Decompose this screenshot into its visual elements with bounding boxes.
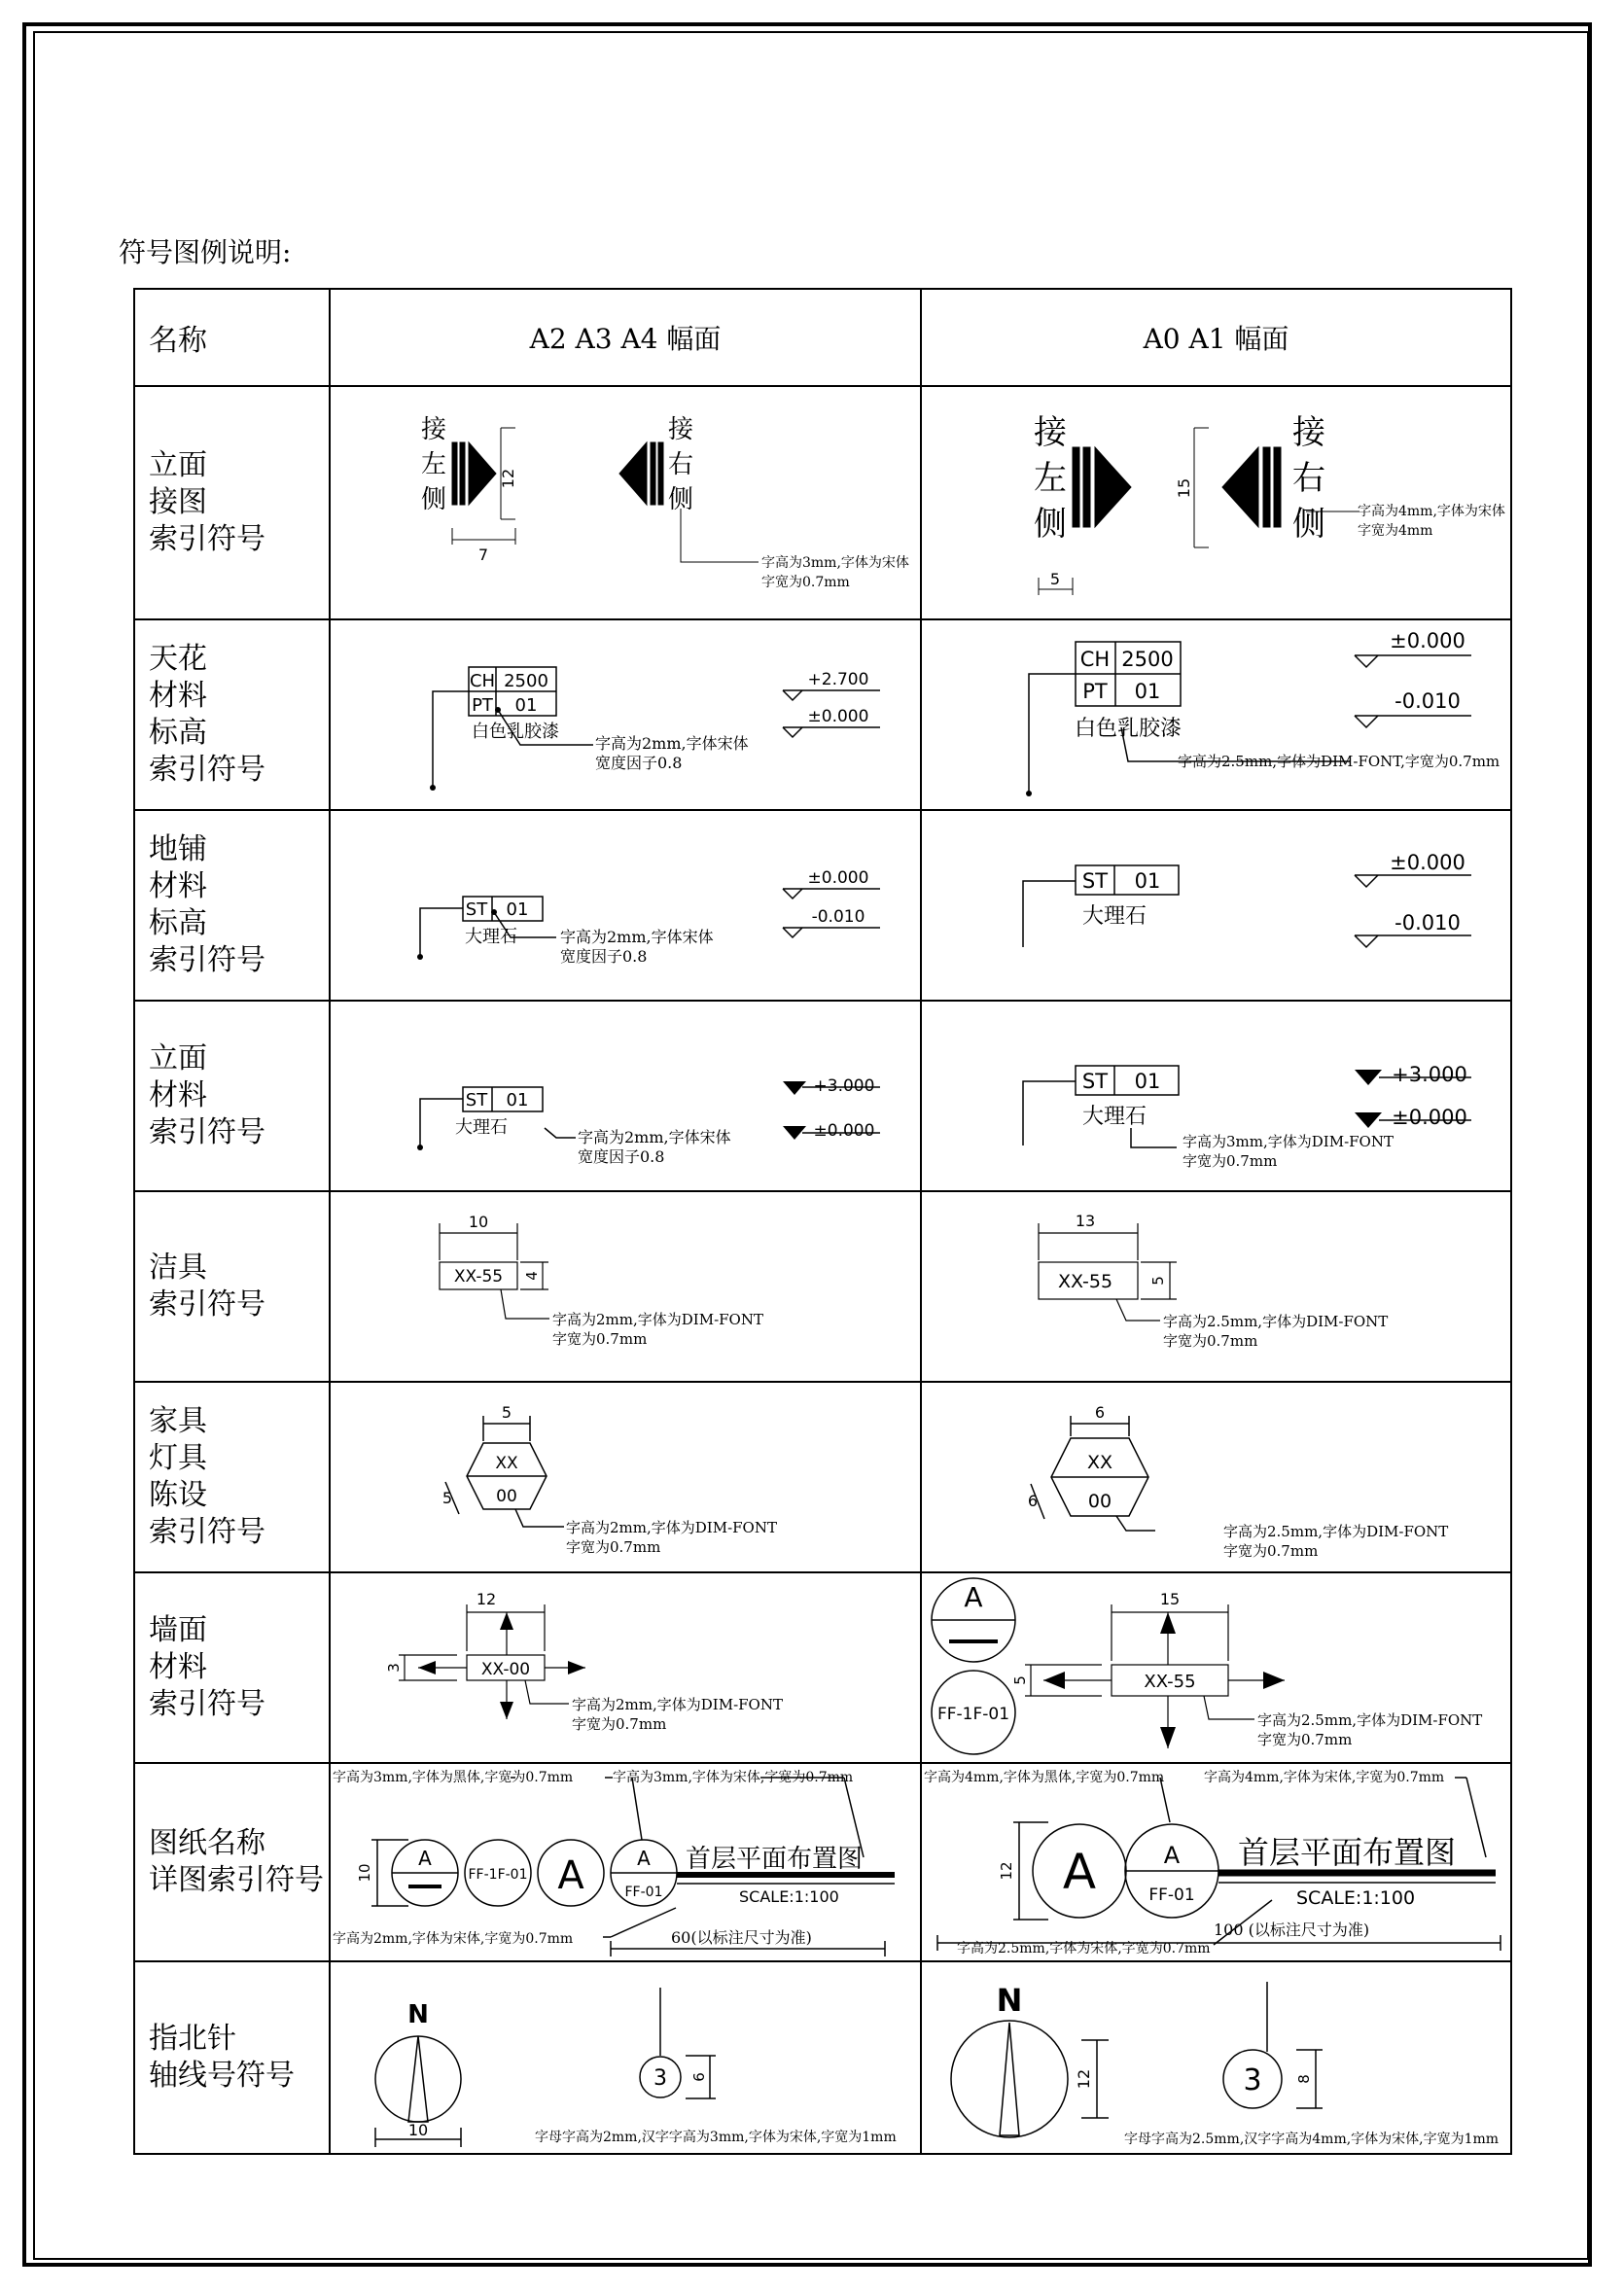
note: 字高为2.5mm,字体为DIM-FONT — [1223, 1523, 1449, 1540]
note: 字高为2mm,字体为DIM-FONT — [552, 1311, 763, 1328]
dim-axis: 8 — [1295, 2074, 1313, 2084]
material-name: 大理石 — [455, 1117, 508, 1138]
row-north-arrow — [134, 1961, 1511, 2154]
cell-small — [330, 1572, 921, 1763]
note: 字宽为0.7mm — [1223, 1542, 1319, 1560]
wall-code: XX-00 — [480, 1660, 531, 1679]
join-left-char: 侧 — [1034, 505, 1067, 544]
level-value: ±0.000 — [1390, 629, 1465, 652]
row-elevation-material — [134, 1001, 1511, 1191]
cell-small — [330, 619, 921, 810]
cell-large — [921, 1961, 1511, 2154]
note: 字宽为4mm — [1358, 523, 1433, 539]
floor-small-diagram — [331, 811, 918, 1000]
note: 字宽为0.7mm — [1163, 1332, 1258, 1350]
north-circle — [375, 2036, 461, 2122]
join-right-char: 右 — [667, 450, 694, 479]
note: 字高为2mm,字体宋体 — [595, 734, 749, 753]
dim-width: 15 — [1159, 1590, 1181, 1608]
level-value: -0.010 — [811, 907, 865, 927]
dim-axis: 6 — [690, 2072, 708, 2082]
cell-small — [330, 1001, 921, 1191]
elevation-material-large-diagram — [922, 1002, 1508, 1190]
row-name: 家具 灯具 陈设 索引符号 — [134, 1382, 330, 1572]
material-value: 01 — [506, 899, 529, 920]
material-name: 大理石 — [1081, 904, 1147, 929]
arrow-up-icon — [1160, 1612, 1176, 1634]
join-left-bar1 — [452, 442, 457, 505]
drawing-scale: SCALE:1:100 — [1296, 1887, 1416, 1909]
header-large-format: A0 A1 幅面 — [921, 289, 1511, 386]
elevation-material-small-diagram — [331, 1002, 918, 1190]
row-floor — [134, 810, 1511, 1001]
drawing-title: 首层平面布置图 — [686, 1845, 864, 1874]
index-letter-big: A — [1062, 1844, 1097, 1900]
cell-small — [330, 1191, 921, 1382]
material-code: ST — [465, 899, 488, 920]
material-value: 01 — [1134, 680, 1161, 703]
dim-height: 12 — [998, 1861, 1015, 1881]
drawing-title-small-diagram — [331, 1764, 918, 1960]
row-sanitary — [134, 1191, 1511, 1382]
ceiling-large-diagram — [922, 620, 1508, 809]
note: 字高为3mm,字体为宋体 — [761, 555, 909, 571]
note: 字高为3mm,字体为宋体,字宽为0.7mm — [613, 1770, 854, 1785]
dim-height: 15 — [1175, 477, 1193, 499]
dim-height: 4 — [523, 1271, 541, 1281]
sanitary-small-diagram — [331, 1192, 918, 1381]
page-title: 符号图例说明: — [119, 236, 292, 268]
material-value: 2500 — [504, 671, 548, 691]
level-triangle-icon — [783, 1081, 806, 1095]
furniture-small-diagram — [331, 1383, 918, 1571]
note: 字母字高为2mm,汉字字高为3mm,字体为宋体,字宽为1mm — [535, 2130, 897, 2145]
note: 宽度因子0.8 — [578, 1147, 665, 1166]
note: 字高为4mm,字体为黑体,字宽为0.7mm — [924, 1770, 1165, 1785]
join-left-arrow-icon — [469, 442, 496, 505]
join-right-bar1 — [1274, 447, 1281, 527]
join-left-char: 左 — [420, 450, 447, 479]
join-right-char: 侧 — [1292, 505, 1325, 544]
material-value: 01 — [506, 1090, 529, 1110]
material-value: 01 — [1134, 869, 1161, 893]
material-name: 白色乳胶漆 — [1074, 717, 1183, 741]
cell-small — [330, 1763, 921, 1961]
material-code: PT — [472, 695, 493, 716]
note: 宽度因子0.8 — [560, 947, 648, 966]
header-row — [134, 289, 1511, 386]
drawing-title: 首层平面布置图 — [1238, 1834, 1457, 1871]
level-value: +3.000 — [1392, 1063, 1467, 1086]
arrow-left-icon — [418, 1661, 436, 1674]
index-letter: A — [1163, 1842, 1181, 1869]
material-name: 大理石 — [465, 927, 517, 947]
dim-height: 3 — [385, 1663, 403, 1673]
level-value: -0.010 — [1395, 689, 1461, 713]
note: 字高为3mm,字体为黑体,字宽为0.7mm — [333, 1770, 574, 1785]
note: 字宽为0.7mm — [761, 575, 850, 590]
row-elevation-join — [134, 386, 1511, 619]
join-right-arrow-icon — [1222, 447, 1258, 527]
material-code: ST — [1081, 1070, 1109, 1093]
dim-width: 6 — [1094, 1403, 1106, 1422]
level-value: ±0.000 — [1392, 1106, 1467, 1129]
note: 字宽为0.7mm — [552, 1330, 648, 1348]
row-name: 地铺 材料 标高 索引符号 — [134, 810, 330, 1001]
row-name: 洁具 索引符号 — [134, 1191, 330, 1382]
north-circle — [951, 2021, 1068, 2137]
legend-table — [133, 288, 1512, 2155]
note: 字宽为0.7mm — [566, 1538, 661, 1556]
row-wall — [134, 1572, 1511, 1763]
index-code: FF-1F-01 — [936, 1705, 1010, 1724]
material-value: 2500 — [1121, 648, 1174, 671]
level-value: +3.000 — [813, 1076, 875, 1096]
arrow-up-icon — [500, 1612, 513, 1630]
dim-diameter: 10 — [407, 2121, 429, 2139]
index-letter-big: A — [557, 1853, 584, 1898]
material-value: 01 — [1134, 1070, 1161, 1093]
cell-small — [330, 1961, 921, 2154]
join-left-bar2 — [460, 442, 465, 505]
axis-number: 3 — [1243, 2063, 1262, 2097]
axis-number: 3 — [653, 2066, 667, 2091]
cell-small — [330, 386, 921, 619]
join-right-char: 侧 — [667, 485, 694, 514]
dim-width: 5 — [501, 1403, 512, 1422]
note: 字高为3mm,字体为DIM-FONT — [1183, 1133, 1394, 1150]
note: 字宽为0.7mm — [1257, 1731, 1353, 1748]
sanitary-code: XX-55 — [1057, 1271, 1113, 1292]
wall-small-diagram — [331, 1573, 918, 1762]
north-letter: N — [996, 1982, 1023, 2019]
index-letter: A — [964, 1581, 983, 1613]
dim-height: 10 — [356, 1863, 373, 1883]
index-code: FF-01 — [624, 1885, 663, 1900]
note: 字高为2.5mm,字体为DIM-FONT — [1257, 1711, 1483, 1729]
join-left-char: 侧 — [420, 485, 447, 514]
index-letter: A — [418, 1847, 432, 1870]
join-left-char: 左 — [1034, 459, 1067, 498]
row-name: 天花 材料 标高 索引符号 — [134, 619, 330, 810]
cell-large — [921, 1763, 1511, 1961]
arrow-down-icon — [1160, 1727, 1176, 1748]
sanitary-large-diagram — [922, 1192, 1508, 1381]
dim-height: 5 — [1011, 1675, 1029, 1685]
cell-large — [921, 1572, 1511, 1763]
level-value: ±0.000 — [1390, 851, 1465, 874]
note: 字高为2.5mm,字体为DIM-FONT,字宽为0.7mm — [1178, 753, 1500, 770]
note: 字高为4mm,字体为宋体,字宽为0.7mm — [1204, 1770, 1445, 1785]
material-name: 大理石 — [1081, 1105, 1147, 1129]
join-right-char: 接 — [1292, 413, 1325, 452]
row-furniture — [134, 1382, 1511, 1572]
drawing-scale: SCALE:1:100 — [739, 1887, 839, 1906]
level-value: ±0.000 — [807, 868, 869, 888]
arrow-right-icon — [568, 1661, 585, 1674]
sanitary-code: XX-55 — [453, 1267, 504, 1286]
row-ceiling — [134, 619, 1511, 810]
join-right-arrow-icon — [619, 442, 647, 505]
note: 字高为4mm,字体为宋体 — [1358, 504, 1505, 519]
material-code: CH — [469, 671, 496, 691]
furniture-code: XX — [1086, 1452, 1113, 1473]
arrow-right-icon — [1263, 1672, 1285, 1689]
join-right-bar2 — [1263, 447, 1270, 527]
north-axis-small-diagram — [331, 1962, 918, 2153]
furniture-code: XX — [495, 1454, 518, 1473]
note: 宽度因子0.8 — [595, 754, 683, 772]
cell-large — [921, 1191, 1511, 1382]
north-axis-large-diagram — [922, 1962, 1508, 2153]
join-left-bar1 — [1073, 447, 1079, 527]
cell-large — [921, 1382, 1511, 1572]
note: 字高为2mm,字体为宋体,字宽为0.7mm — [333, 1931, 574, 1947]
header-small-format: A2 A3 A4 幅面 — [330, 289, 921, 386]
join-right-char: 接 — [667, 415, 694, 444]
furniture-large-diagram — [922, 1383, 1508, 1571]
row-name: 墙面 材料 索引符号 — [134, 1572, 330, 1763]
level-value: ±0.000 — [807, 707, 869, 726]
dim-side: 6 — [1027, 1492, 1039, 1510]
level-triangle-icon — [1355, 1112, 1382, 1128]
dim-width: 10 — [468, 1213, 489, 1231]
row-drawing-title — [134, 1763, 1511, 1961]
join-right-char: 右 — [1292, 459, 1325, 498]
row-name: 指北针 轴线号符号 — [134, 1961, 330, 2154]
cell-large — [921, 810, 1511, 1001]
drawing-title-large-diagram — [922, 1764, 1508, 1960]
level-value: ±0.000 — [813, 1121, 875, 1141]
arrow-down-icon — [500, 1702, 513, 1719]
drawing-length: 100 (以标注尺寸为准) — [1214, 1921, 1370, 1939]
cell-small — [330, 1382, 921, 1572]
row-name: 立面 接图 索引符号 — [134, 386, 330, 619]
note: 字母字高为2.5mm,汉字字高为4mm,字体为宋体,字宽为1mm — [1124, 2132, 1500, 2147]
wall-large-diagram — [922, 1573, 1508, 1762]
note: 字高为2mm,字体为DIM-FONT — [566, 1519, 777, 1536]
row-name: 立面 材料 索引符号 — [134, 1001, 330, 1191]
cell-large — [921, 1001, 1511, 1191]
arrow-left-icon — [1043, 1672, 1065, 1689]
index-letter: A — [637, 1847, 651, 1870]
level-value: +2.700 — [807, 670, 869, 689]
material-value: 01 — [514, 695, 538, 716]
floor-large-diagram — [922, 811, 1508, 1000]
note: 字高为2mm,字体为DIM-FONT — [572, 1696, 783, 1713]
index-code: FF-1F-01 — [468, 1867, 528, 1883]
material-code: CH — [1079, 648, 1111, 671]
dim-width: 12 — [476, 1590, 497, 1608]
cell-large — [921, 619, 1511, 810]
material-code: ST — [1081, 869, 1109, 893]
level-value: -0.010 — [1395, 911, 1461, 934]
note: 字高为2.5mm,字体为DIM-FONT — [1163, 1313, 1389, 1330]
cell-small — [330, 810, 921, 1001]
dim-height: 5 — [1149, 1276, 1167, 1286]
material-code: ST — [465, 1090, 488, 1110]
dim-width: 13 — [1075, 1212, 1096, 1230]
ceiling-small-diagram — [331, 620, 918, 809]
elevation-join-small-diagram — [331, 387, 918, 618]
material-name: 白色乳胶漆 — [472, 722, 559, 742]
material-code: PT — [1082, 680, 1108, 703]
join-left-char: 接 — [420, 415, 447, 444]
dim-diameter: 12 — [1075, 2068, 1093, 2090]
north-letter: N — [407, 2000, 429, 2029]
furniture-number: 00 — [1087, 1491, 1112, 1512]
dim-width: 5 — [1049, 570, 1061, 588]
dim-side: 5 — [441, 1489, 453, 1507]
cell-large — [921, 386, 1511, 619]
note: 字高为2mm,字体宋体 — [560, 928, 714, 946]
row-name: 图纸名称 详图索引符号 — [134, 1763, 330, 1961]
note: 字宽为0.7mm — [572, 1715, 667, 1733]
index-code: FF-01 — [1148, 1886, 1195, 1905]
level-triangle-icon — [1355, 1070, 1382, 1085]
furniture-number: 00 — [496, 1487, 517, 1506]
join-right-bar1 — [658, 442, 663, 505]
join-left-bar2 — [1083, 447, 1090, 527]
join-right-bar2 — [651, 442, 655, 505]
drawing-length: 60(以标注尺寸为准) — [671, 1928, 812, 1947]
wall-code: XX-55 — [1144, 1672, 1196, 1692]
elevation-join-large-diagram — [922, 387, 1508, 618]
header-name: 名称 — [134, 289, 330, 386]
note: 字高为2mm,字体宋体 — [578, 1128, 731, 1146]
dim-width: 7 — [477, 546, 489, 564]
join-left-arrow-icon — [1095, 447, 1131, 527]
join-left-char: 接 — [1034, 413, 1067, 452]
dim-height: 12 — [499, 468, 517, 489]
note: 字宽为0.7mm — [1183, 1152, 1278, 1170]
note: 字高为2.5mm,字体为宋体,字宽为0.7mm — [957, 1941, 1211, 1956]
